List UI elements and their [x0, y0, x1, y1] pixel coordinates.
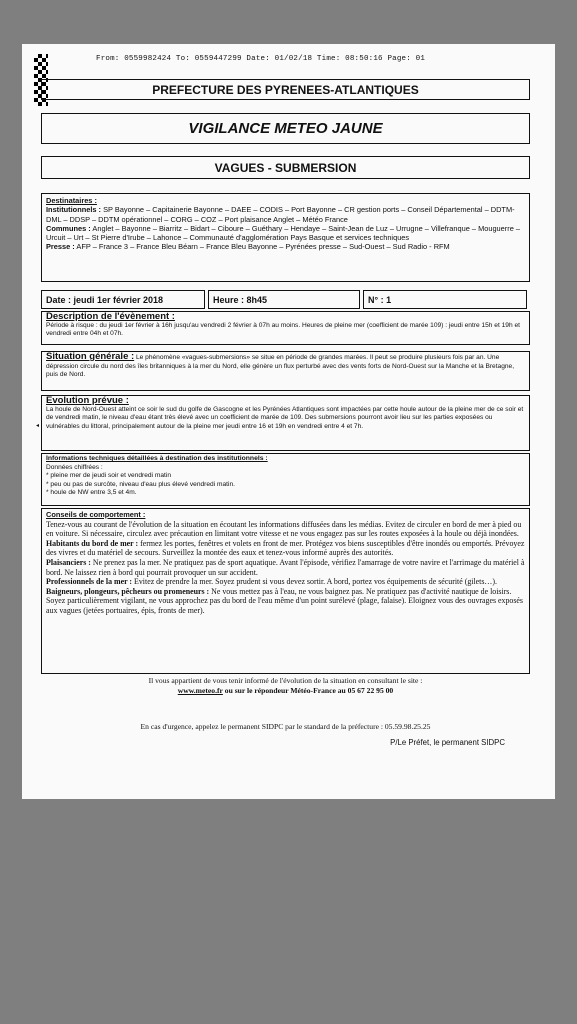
- infos-line: * houle de NW entre 3,5 et 4m.: [46, 489, 137, 497]
- conseils-section: [41, 508, 530, 674]
- infos-line: * pleine mer de jeudi soir et vendredi matin: [46, 472, 171, 480]
- date-field: Date : jeudi 1er février 2018: [41, 290, 205, 309]
- infos-line: Données chiffrées :: [46, 463, 103, 471]
- prefecture-title: PREFECTURE DES PYRENEES-ATLANTIQUES: [41, 79, 530, 100]
- date-row: [41, 290, 530, 309]
- description-text: Période à risque : du jeudi 1er février à 16h jusqu'au vendredi 2 février à 07h au moins. Heures de pleine mer (coefficient de marée 109) : jeudi entre 15h et 19h et vendredi entre 04h et 07h.: [46, 321, 520, 338]
- description-section: [41, 311, 530, 345]
- meteo-link[interactable]: www.meteo.fr: [177, 686, 223, 695]
- infos-heading: Informations techniques détaillées à destination des institutionnels :: [46, 455, 268, 462]
- evolution-text: La houle de Nord-Ouest atteint ce soir le sud du golfe de Gascogne et les Pyrénées Atlantiques sont impactées par cette houle autour de la pleine mer de ce soir et de vendredi matin, le niveau d'eau étant très élevé avec un coefficient de marée de 109. Des submersions pourront avoir lieu sur les parties exposées ou vulnérables du littoral, principalement autour de la pleine mer jeudi entre 16 et 19h en vendredi entre 4 et 7h.: [46, 405, 524, 430]
- infos-line: * peu ou pas de surcôte, niveau d'eau plus élevé vendredi matin.: [46, 480, 235, 488]
- situation-text: Le phénomène «vagues-submersions» se situe en période de grandes marées. Il peut se produire plusieurs fois par an. Une dépression circule du nord des îles britanniques à la mer du Nord, elle génère un flux perturbé avec des vents forts de Nord-Ouest sur la Manche et la Bretagne, puis de Nord.: [46, 354, 515, 379]
- situation-section: [41, 351, 530, 391]
- conseils-plaisanciers: Plaisanciers : Ne prenez pas la mer. Ne pratiquez pas de sport aquatique. Avant l'épisode, vérifiez l'amarrage de votre navire et l'arrimage du matériel à bord. Ne laissez rien à bord qui pourrait provoquer un sur accident.: [46, 557, 525, 577]
- institutionnels-line: Institutionnels : SP Bayonne – Capitainerie Bayonne – DAEE – CODIS – Port Bayonne – CR gestion ports – Conseil Départemental – DDTM-DML – DDSP – DDTM opérationnel – CORG – COZ – Port plaisance Anglet – Météo France: [46, 205, 515, 224]
- conseils-baigneurs: Baigneurs, plongeurs, pêcheurs ou promeneurs : Ne vous mettez pas à l'eau, ne vous baignez pas. Ne pratiquez pas d'activité nautique de loisirs. Soyez particulièrement vigilant, ne vous approchez pas du bord de l'eau même d'un point surélevé (plage, falaise). Eloignez vous des ouvrages exposés aux vagues (jetées portuaires, épis, fronts de mer).: [46, 586, 524, 615]
- fax-header: From: 0559982424 To: 0559447299 Date: 01/02/18 Time: 08:50:16 Page: 01: [96, 55, 426, 63]
- heure-field: Heure : 8h45: [208, 290, 360, 309]
- conseils-habitants: Habitants du bord de mer : fermez les portes, fenêtres et volets en front de mer. Protégez vos biens susceptibles d'être inondés ou emportés. Prévoyez des vivres et du matériel de secours. Surveillez la montée des eaux et tenez-vous informé auprès des autorités.: [46, 538, 525, 558]
- footer-line-2: www.meteo.fr ou sur le répondeur Météo-France au 05 67 22 95 00: [177, 686, 394, 695]
- infos-techniques-section: [41, 453, 530, 506]
- conseils-heading: Conseils de comportement :: [46, 510, 146, 519]
- conseils-general: Tenez-vous au courant de l'évolution de la situation en écoutant les informations diffusées dans les médias. Evitez de circuler en bord de mer à pied ou en voiture. Si nécessaire, circulez avec précaution en limitant votre vitesse et ne vous engagez pas sur les routes exposées à la houle ou déjà inondées.: [46, 519, 522, 539]
- destinataires-heading: Destinataires :: [46, 196, 97, 205]
- description-heading: Description de l'évènement :: [46, 311, 175, 322]
- presse-line: Presse : AFP – France 3 – France Bleu Béarn – France Bleu Bayonne – Pyrénées presse – Sud-Ouest – Sud Radio - RFM: [46, 242, 450, 252]
- footer-line-1: Il vous appartient de vous tenir informé de l'évolution de la situation en consultant le site :: [148, 676, 423, 685]
- numero-field: N° : 1: [363, 290, 527, 309]
- situation-heading: Situation générale :: [46, 351, 135, 362]
- conseils-professionnels: Professionnels de la mer : Evitez de prendre la mer. Soyez prudent si vous devez sortir. A bord, portez vos équipements de sécurité (gilets…).: [46, 577, 497, 587]
- phenomenon-title: VAGUES - SUBMERSION: [41, 156, 530, 179]
- signature: P/Le Préfet, le permanent SIDPC: [390, 738, 505, 747]
- footer-info: [41, 676, 530, 696]
- evolution-heading: Evolution prévue :: [46, 395, 129, 406]
- alert-title: VIGILANCE METEO JAUNE: [41, 113, 530, 144]
- page-marker: ◂: [36, 423, 40, 429]
- urgence-line: En cas d'urgence, appelez le permanent SIDPC par le standard de la préfecture : 05.59.98.25.25: [140, 722, 431, 731]
- communes-line: Communes : Anglet – Bayonne – Biarritz – Bidart – Ciboure – Guéthary – Hendaye – Saint-Jean de Luz – Urrugne – Villefranque – Mouguerre – Urcuit – Urt – St Pierre d'Irube – Lahonce – Communauté d'agglomération Pays Basque et services techniques: [46, 223, 520, 243]
- destinataires-section: [41, 193, 530, 282]
- evolution-section: [41, 395, 530, 451]
